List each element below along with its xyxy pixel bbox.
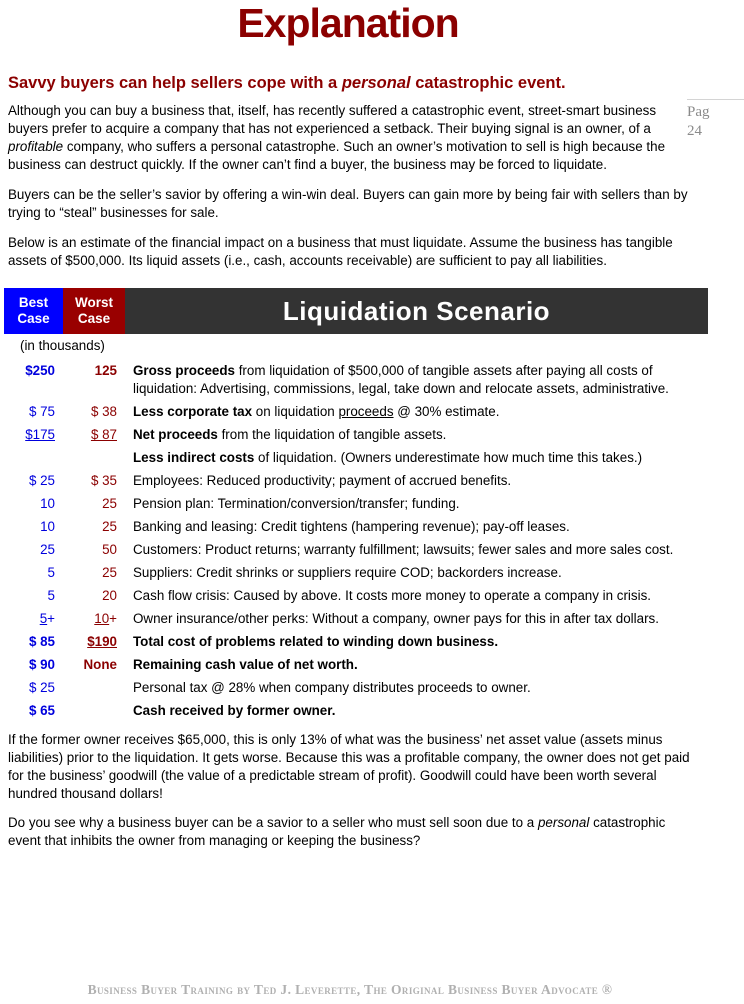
section-heading: Savvy buyers can help sellers cope with a personal catastrophic event. [8,74,566,92]
page-number-marker [687,99,744,141]
table-title: Liquidation Scenario [282,296,551,326]
best-case-value: 25 [40,542,55,557]
table-row [4,702,744,720]
table-row [4,426,744,444]
worst-case-value: $ 38 [90,404,117,419]
worst-case-value: None [83,657,117,672]
worst-case-header: Worst Case [63,288,125,334]
best-case-value: $ 65 [28,703,55,718]
paragraph-question: Do you see why a business buyer can be a savior to a seller who must sell soon due to a personal catastrophic event that inhibits the owner from managing or keeping the business? [8,815,666,848]
table-row [4,633,744,651]
best-case-value: 5 [47,588,55,603]
best-case-value: $250 [25,363,55,378]
row-description: Banking and leasing: Credit tightens (hampering revenue); pay-off leases. [133,519,570,534]
row-description: Cash received by former owner. [133,703,336,718]
table-row [4,587,744,605]
paragraph-estimate: Below is an estimate of the financial impact on a business that must liquidate. Assume the business has tangible assets of $500,000. Its liquid assets (i.e., cash, accounts receivable) are sufficient to pay all liabilities. [8,235,673,268]
best-case-value: $ 85 [28,634,55,649]
worst-case-value: $ 35 [90,473,117,488]
worst-case-value: $ 87 [90,427,117,442]
table-header [4,288,708,334]
best-case-value: $ 90 [28,657,55,672]
best-case-value: $ 75 [28,404,55,419]
row-description: Less indirect costs of liquidation. (Owners underestimate how much time this takes.) [133,450,643,465]
best-case-value: 5 [47,565,55,580]
best-case-value: $ 25 [28,473,55,488]
worst-case-value: 125 [94,363,117,378]
best-case-value: 10 [40,519,55,534]
worst-case-value: $190 [87,634,117,649]
best-case-value: 5+ [39,611,55,626]
row-description: Personal tax @ 28% when company distributes proceeds to owner. [133,680,531,695]
page-number-label: Pag [687,104,710,120]
best-case-value: 10 [40,496,55,511]
table-row [4,656,744,674]
table-rows [4,362,744,720]
row-description: Employees: Reduced productivity; payment of accrued benefits. [133,473,512,488]
worst-case-value [55,702,117,720]
worst-case-value: 10+ [94,611,117,626]
row-description: Suppliers: Credit shrinks or suppliers require COD; backorders increase. [133,565,562,580]
paragraph-win-win: Buyers can be the seller’s savior by offering a win-win deal. Buyers can gain more by being fair with sellers than by trying to “steal” businesses for sale. [8,187,688,220]
table-row [4,564,744,582]
row-description: Net proceeds from the liquidation of tangible assets. [133,427,447,442]
units-note: (in thousands) [20,338,105,353]
worst-case-value: 25 [102,496,117,511]
table-row [4,541,744,559]
worst-case-value [55,679,117,697]
table-row [4,362,744,398]
page-number-value: 24 [687,123,702,139]
worst-case-value: 25 [102,519,117,534]
row-description: Total cost of problems related to winding down business. [133,634,499,649]
row-description: Customers: Product returns; warranty fulfillment; lawsuits; fewer sales and more sales cost. [133,542,674,557]
row-description: Gross proceeds from liquidation of $500,000 of tangible assets after paying all costs of liquidation: Advertising, commissions, legal, take down and relocate assets, administrative. [133,363,669,396]
table-row [4,518,744,536]
table-row [4,472,744,490]
worst-case-value: 25 [102,565,117,580]
table-row [4,610,744,628]
best-case-value: $ 25 [28,680,55,695]
row-description: Owner insurance/other perks: Without a company, owner pays for this in after tax dollars. [133,611,659,626]
best-case-value: $175 [25,427,55,442]
paragraph-intro: Although you can buy a business that, itself, has recently suffered a catastrophic event, street-smart business buyers prefer to acquire a company that has not experienced a setback. Their buying signal is an owner, of a profitable company, who suffers a personal catastrophe. Such an owner’s motivation to sell is high because the business can destruct quickly. If the owner can’t find a buyer, the business may be forced to liquidate. [8,103,666,172]
footer-credit: Business Buyer Training by Ted J. Leverette, The Original Business Buyer Advocate ® [87,982,613,997]
table-row [4,403,744,421]
row-description: Pension plan: Termination/conversion/transfer; funding. [133,496,460,511]
paragraph-aftermath: If the former owner receives $65,000, this is only 13% of what was the business’ net asset value (assets minus liabilities) prior to the liquidation. It gets worse. Because this was a profitable company, the owner does not get paid for the business’ goodwill (the value of a predictable stream of profit). Goodwill could have been worth several hundred thousand dollars! [8,732,690,801]
table-row [4,679,744,697]
table-row [4,495,744,513]
worst-case-value: 20 [102,588,117,603]
page-title: Explanation [237,0,459,46]
liquidation-table [4,288,744,720]
worst-case-value [55,449,117,467]
best-case-value [4,449,55,467]
table-title-bar [125,288,708,334]
row-description: Remaining cash value of net worth. [133,657,358,672]
worst-case-value: 50 [102,542,117,557]
row-description: Less corporate tax on liquidation proceeds @ 30% estimate. [133,404,500,419]
row-description: Cash flow crisis: Caused by above. It costs more money to operate a company in crisis. [133,588,651,603]
best-case-header: Best Case [4,288,63,334]
table-row [4,449,744,467]
